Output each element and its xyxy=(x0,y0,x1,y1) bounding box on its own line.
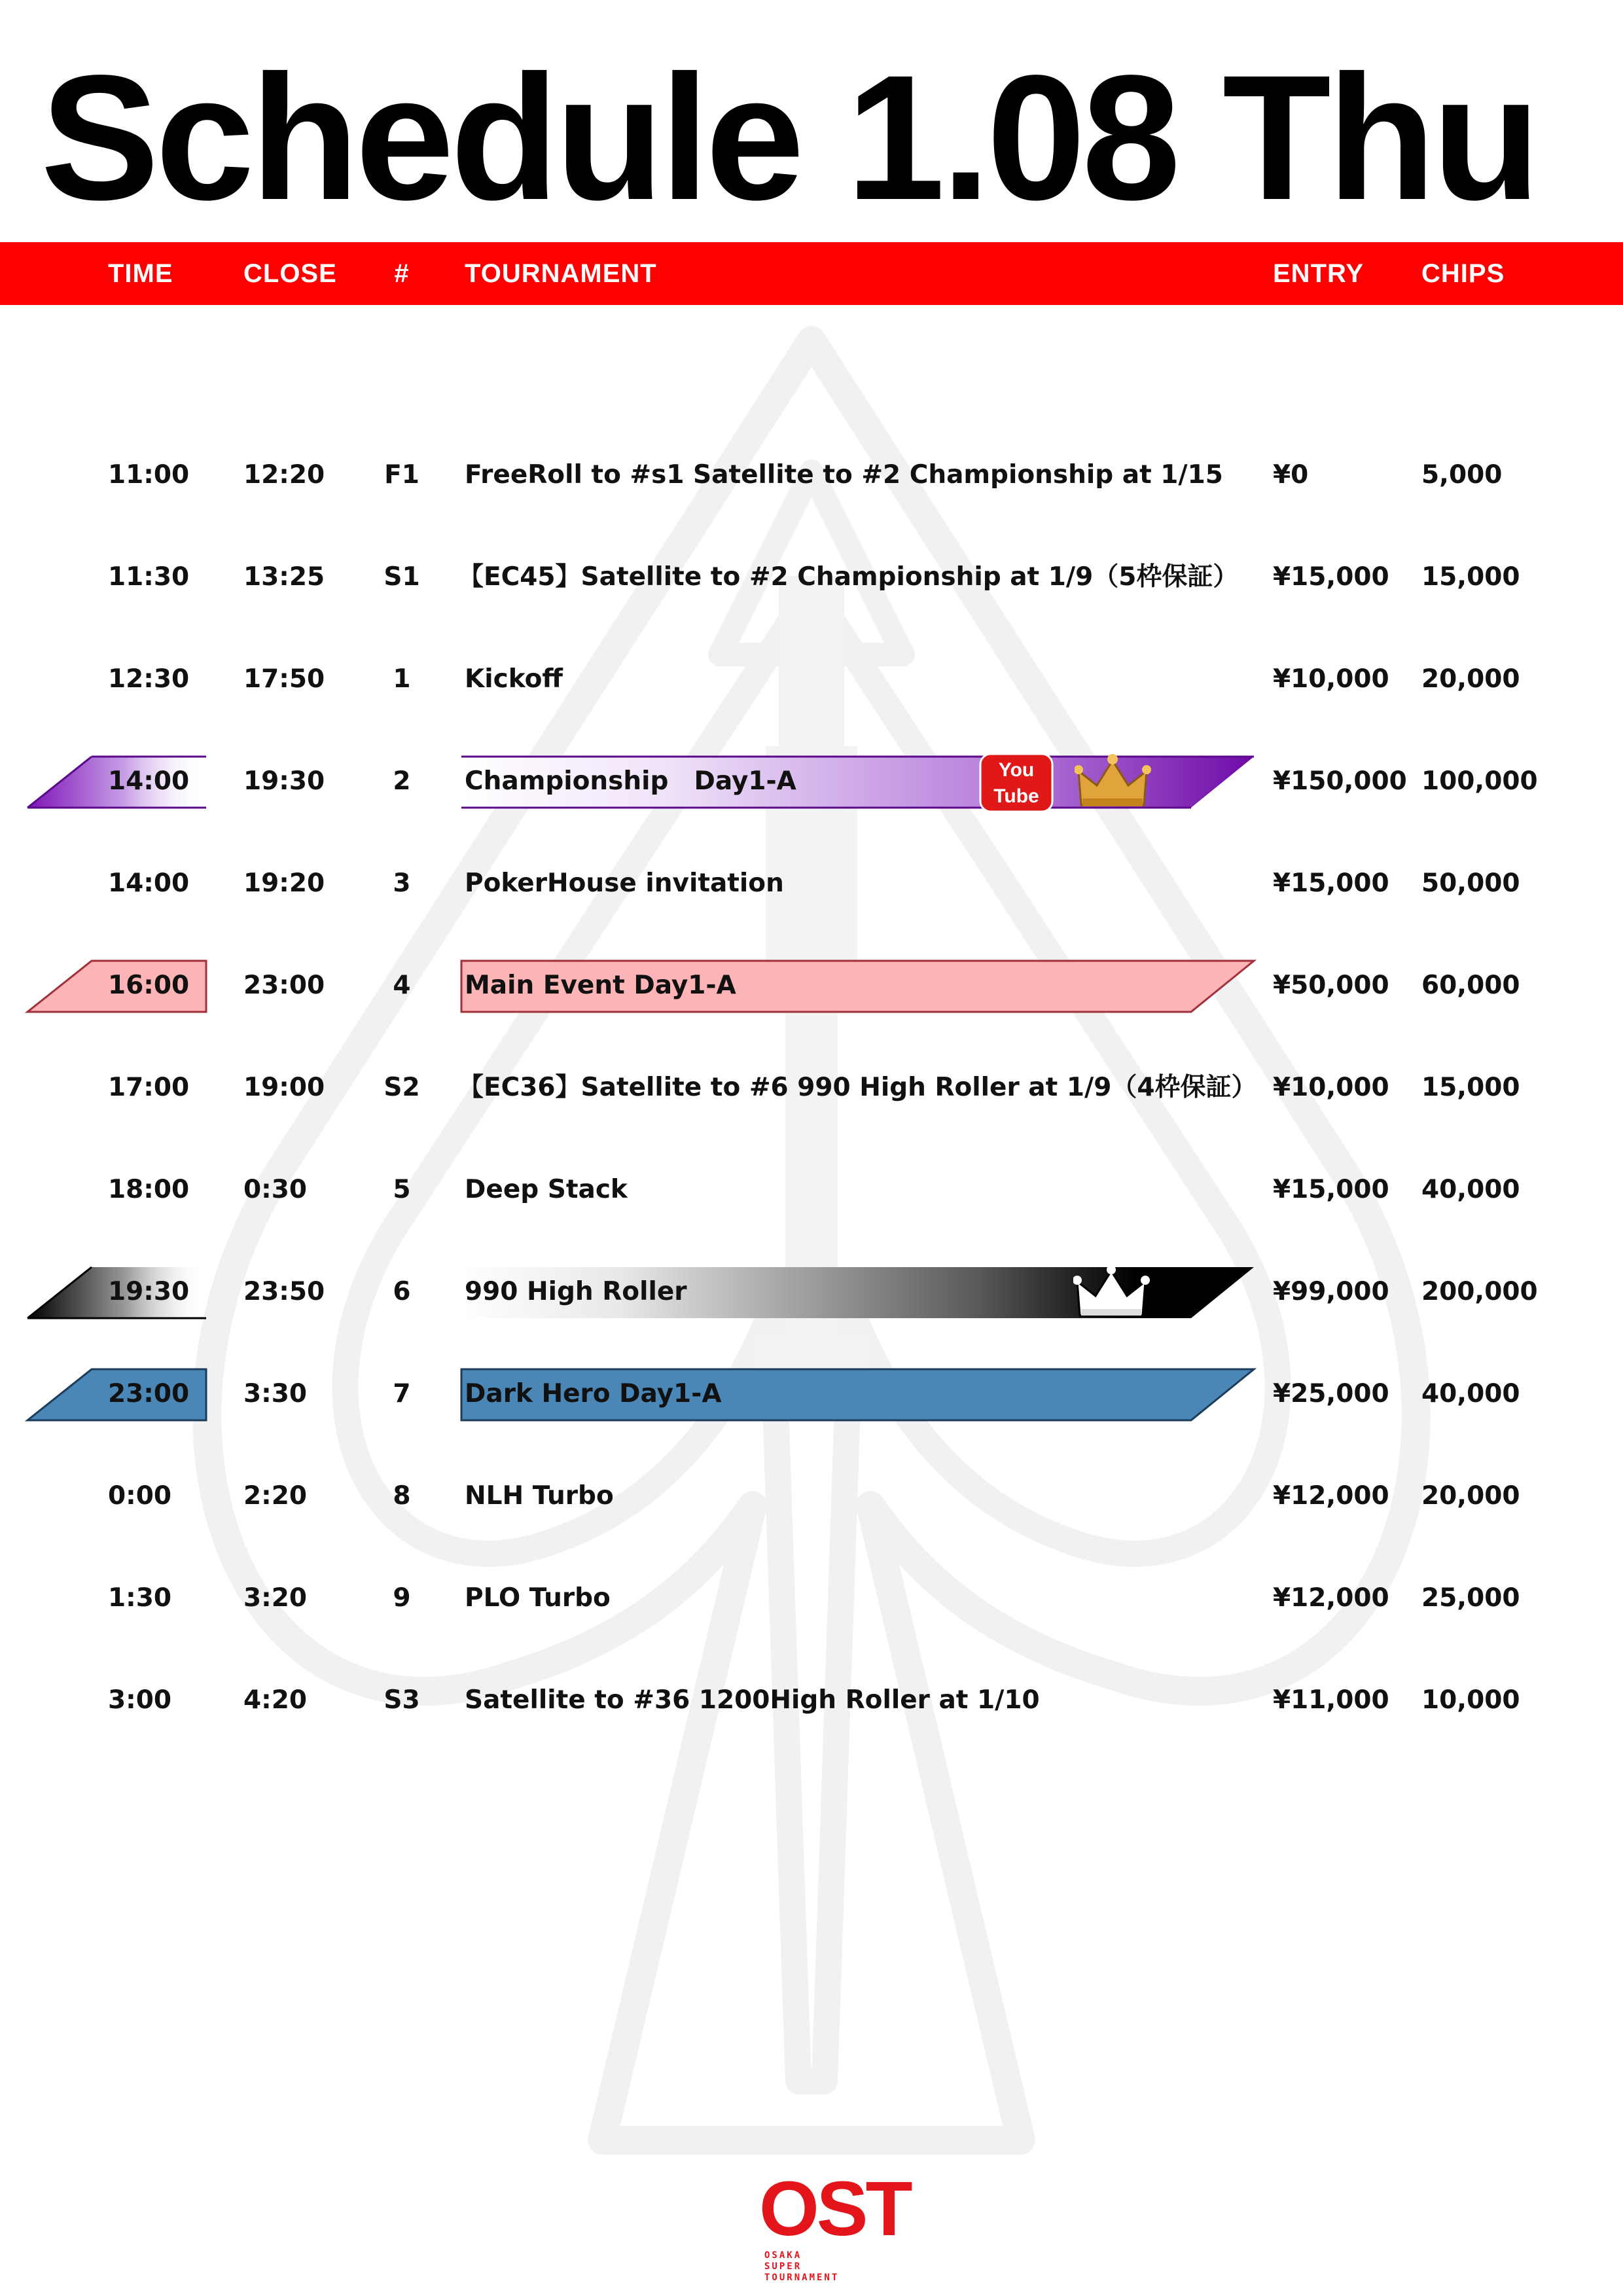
number-cell: S2 xyxy=(383,1073,420,1102)
ost-logo xyxy=(759,2166,910,2284)
header-chips: CHIPS xyxy=(1421,259,1505,288)
header-tournament: TOURNAMENT xyxy=(465,259,657,288)
number-cell: 6 xyxy=(393,1277,411,1306)
number-cell: 3 xyxy=(393,869,411,898)
close-cell: 19:00 xyxy=(243,1073,325,1102)
logo-line-tournament: TOURNAMENT xyxy=(764,2272,840,2283)
number-cell: 1 xyxy=(393,664,411,694)
close-cell: 3:20 xyxy=(243,1583,308,1613)
chips-cell: 10,000 xyxy=(1421,1685,1520,1715)
time-cell: 11:00 xyxy=(108,460,190,490)
tournament-cell: NLH Turbo xyxy=(465,1481,614,1511)
close-cell: 2:20 xyxy=(243,1481,308,1511)
chips-cell: 60,000 xyxy=(1421,971,1520,1000)
tournament-cell: 【EC45】Satellite to #2 Championship at 1/9（5枠保証） xyxy=(458,562,1239,592)
entry-cell: ¥15,000 xyxy=(1273,1175,1389,1204)
youtube-text-top: You xyxy=(998,759,1035,781)
tournament-cell: 990 High Roller xyxy=(465,1277,687,1306)
table-row xyxy=(0,1649,1623,1751)
chips-cell: 100,000 xyxy=(1421,766,1538,796)
chips-cell: 15,000 xyxy=(1421,1073,1520,1102)
time-cell: 18:00 xyxy=(108,1175,190,1204)
tournament-cell: Dark Hero Day1-A xyxy=(465,1379,722,1408)
table-row xyxy=(0,1445,1623,1547)
header-entry: ENTRY xyxy=(1273,259,1364,288)
close-cell: 19:20 xyxy=(243,869,325,898)
time-cell: 14:00 xyxy=(108,766,190,796)
tournament-cell: PokerHouse invitation xyxy=(465,869,784,898)
table-row-featured xyxy=(0,730,1623,833)
header-time: TIME xyxy=(108,259,173,288)
close-cell: 17:50 xyxy=(243,664,325,694)
chips-cell: 20,000 xyxy=(1421,1481,1520,1511)
time-cell: 23:00 xyxy=(108,1379,190,1408)
entry-cell: ¥10,000 xyxy=(1273,664,1389,694)
time-cell: 3:00 xyxy=(108,1685,172,1715)
close-cell: 19:30 xyxy=(243,766,325,796)
time-cell: 14:00 xyxy=(108,869,190,898)
table-row xyxy=(0,833,1623,935)
close-cell: 0:30 xyxy=(243,1175,308,1204)
chips-cell: 200,000 xyxy=(1421,1277,1538,1306)
table-header xyxy=(0,242,1623,305)
table-row xyxy=(0,1139,1623,1241)
chips-cell: 20,000 xyxy=(1421,664,1520,694)
entry-cell: ¥25,000 xyxy=(1273,1379,1389,1408)
number-cell: S3 xyxy=(383,1685,420,1715)
youtube-icon xyxy=(979,753,1054,813)
close-cell: 13:25 xyxy=(243,562,325,592)
time-cell: 17:00 xyxy=(108,1073,190,1102)
tournament-cell: 【EC36】Satellite to #6 990 High Roller at 1/9（4枠保証） xyxy=(458,1073,1257,1102)
number-cell: 7 xyxy=(393,1379,411,1408)
table-row xyxy=(0,1037,1623,1139)
table-row-featured xyxy=(0,1241,1623,1343)
header-number: # xyxy=(394,259,410,288)
header-close: CLOSE xyxy=(243,259,337,288)
entry-cell: ¥50,000 xyxy=(1273,971,1389,1000)
tournament-cell: Championship Day1-A xyxy=(465,766,796,796)
time-cell: 19:30 xyxy=(108,1277,190,1306)
close-cell: 23:00 xyxy=(243,971,325,1000)
table-row-featured xyxy=(0,1343,1623,1445)
crown-icon xyxy=(1075,753,1152,813)
number-cell: 9 xyxy=(393,1583,411,1613)
tournament-cell: Satellite to #36 1200High Roller at 1/10 xyxy=(465,1685,1040,1715)
crown-icon xyxy=(1073,1265,1150,1322)
table-row xyxy=(0,526,1623,628)
tournament-cell: PLO Turbo xyxy=(465,1583,611,1613)
entry-cell: ¥15,000 xyxy=(1273,869,1389,898)
time-cell: 12:30 xyxy=(108,664,190,694)
number-cell: 4 xyxy=(393,971,411,1000)
table-row xyxy=(0,424,1623,526)
time-cell: 1:30 xyxy=(108,1583,172,1613)
number-cell: 8 xyxy=(393,1481,411,1511)
tournament-cell: Main Event Day1-A xyxy=(465,971,736,1000)
close-cell: 12:20 xyxy=(243,460,325,490)
time-cell: 0:00 xyxy=(108,1481,172,1511)
chips-cell: 15,000 xyxy=(1421,562,1520,592)
table-row xyxy=(0,1547,1623,1649)
number-cell: F1 xyxy=(384,460,419,490)
logo-line-osaka: OSAKA xyxy=(764,2250,802,2261)
number-cell: S1 xyxy=(383,562,420,592)
tournament-cell: Deep Stack xyxy=(465,1175,628,1204)
entry-cell: ¥11,000 xyxy=(1273,1685,1389,1715)
entry-cell: ¥15,000 xyxy=(1273,562,1389,592)
time-cell: 16:00 xyxy=(108,971,190,1000)
close-cell: 3:30 xyxy=(243,1379,308,1408)
entry-cell: ¥12,000 xyxy=(1273,1583,1389,1613)
chips-cell: 5,000 xyxy=(1421,460,1503,490)
entry-cell: ¥99,000 xyxy=(1273,1277,1389,1306)
entry-cell: ¥150,000 xyxy=(1273,766,1407,796)
time-cell: 11:30 xyxy=(108,562,190,592)
number-cell: 5 xyxy=(393,1175,411,1204)
chips-cell: 40,000 xyxy=(1421,1379,1520,1408)
logo-line-super: SUPER xyxy=(764,2261,802,2272)
chips-cell: 25,000 xyxy=(1421,1583,1520,1613)
chips-cell: 40,000 xyxy=(1421,1175,1520,1204)
close-cell: 4:20 xyxy=(243,1685,308,1715)
chips-cell: 50,000 xyxy=(1421,869,1520,898)
page-title: Schedule 1.08 Thu xyxy=(41,38,1537,237)
tournament-cell: Kickoff xyxy=(465,664,563,694)
table-row-featured xyxy=(0,935,1623,1037)
close-cell: 23:50 xyxy=(243,1277,325,1306)
table-row xyxy=(0,628,1623,730)
youtube-text-bottom: Tube xyxy=(993,785,1039,807)
tournament-cell: FreeRoll to #s1 Satellite to #2 Championship at 1/15 xyxy=(465,460,1223,490)
entry-cell: ¥0 xyxy=(1273,460,1309,490)
entry-cell: ¥10,000 xyxy=(1273,1073,1389,1102)
number-cell: 2 xyxy=(393,766,411,796)
logo-mark: OST xyxy=(759,2166,910,2252)
entry-cell: ¥12,000 xyxy=(1273,1481,1389,1511)
